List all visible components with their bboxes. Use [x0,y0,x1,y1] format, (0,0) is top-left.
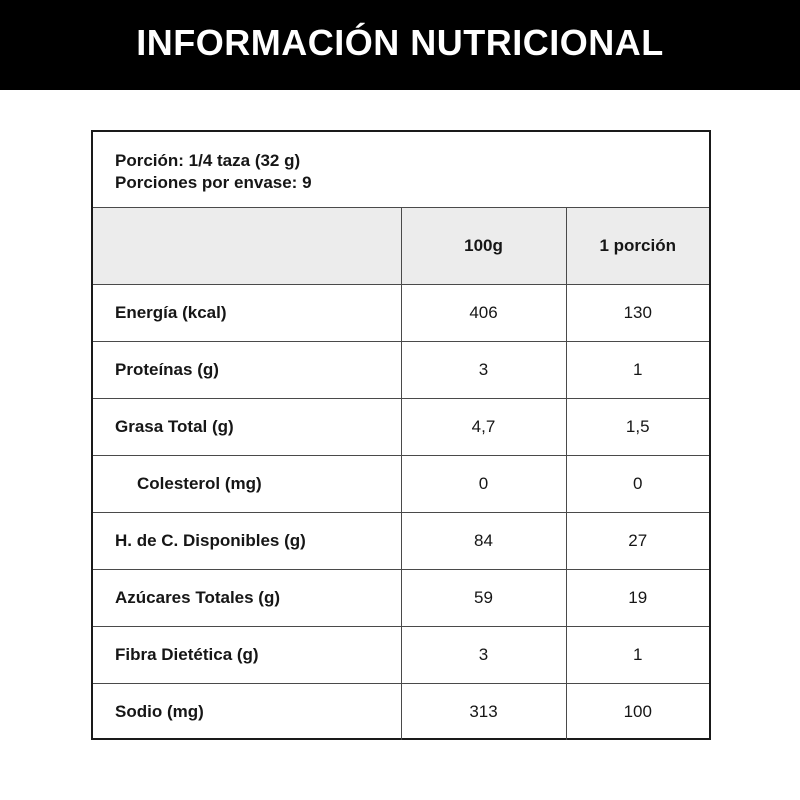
nutrition-facts-panel [91,130,711,740]
servings-per-container: Porciones por envase: 9 [115,173,312,192]
value-per-100g: 313 [401,683,566,740]
nutrient-name: Energía (kcal) [115,302,227,322]
nutrition-table [93,208,709,740]
value-per-serving: 1 [566,626,709,683]
serving-size: Porción: 1/4 taza (32 g) [115,151,301,170]
value-per-100g: 84 [401,512,566,569]
nutrient-name: Grasa Total (g) [93,398,401,455]
nutrient-name: Sodio (mg) [93,683,401,740]
table-row [93,398,709,455]
title-banner [0,0,800,90]
table-row [93,512,709,569]
nutrient-name: Proteínas (g) [93,341,401,398]
value-per-100g: 59 [401,569,566,626]
nutrient-name: Azúcares Totales (g) [93,569,401,626]
value-per-serving: 0 [566,455,709,512]
table-row [93,683,709,740]
value-per-serving: 130 [566,284,709,341]
value-per-serving: 27 [566,512,709,569]
table-row [93,284,709,341]
table-row [93,569,709,626]
value-per-100g: 0 [401,455,566,512]
nutrient-name: Fibra Dietética (g) [93,626,401,683]
value-per-100g: 4,7 [401,398,566,455]
column-header-per-100g: 100g [401,208,566,284]
table-row [93,341,709,398]
serving-info [93,132,709,208]
value-per-serving: 19 [566,569,709,626]
value-per-serving: 1,5 [566,398,709,455]
nutrient-name: Colesterol (mg) [93,455,401,512]
value-per-100g: 3 [401,626,566,683]
value-per-serving: 1 [566,341,709,398]
value-per-100g: 3 [401,341,566,398]
column-header-nutrient [93,208,401,284]
page-title: INFORMACIÓN NUTRICIONAL [136,22,664,63]
value-per-serving: 100 [566,683,709,740]
value-per-100g: 406 [401,284,566,341]
table-row [93,455,709,512]
column-header-per-serving: 1 porción [566,208,709,284]
table-header-row [93,208,709,284]
table-row [93,626,709,683]
nutrient-name: H. de C. Disponibles (g) [93,512,401,569]
